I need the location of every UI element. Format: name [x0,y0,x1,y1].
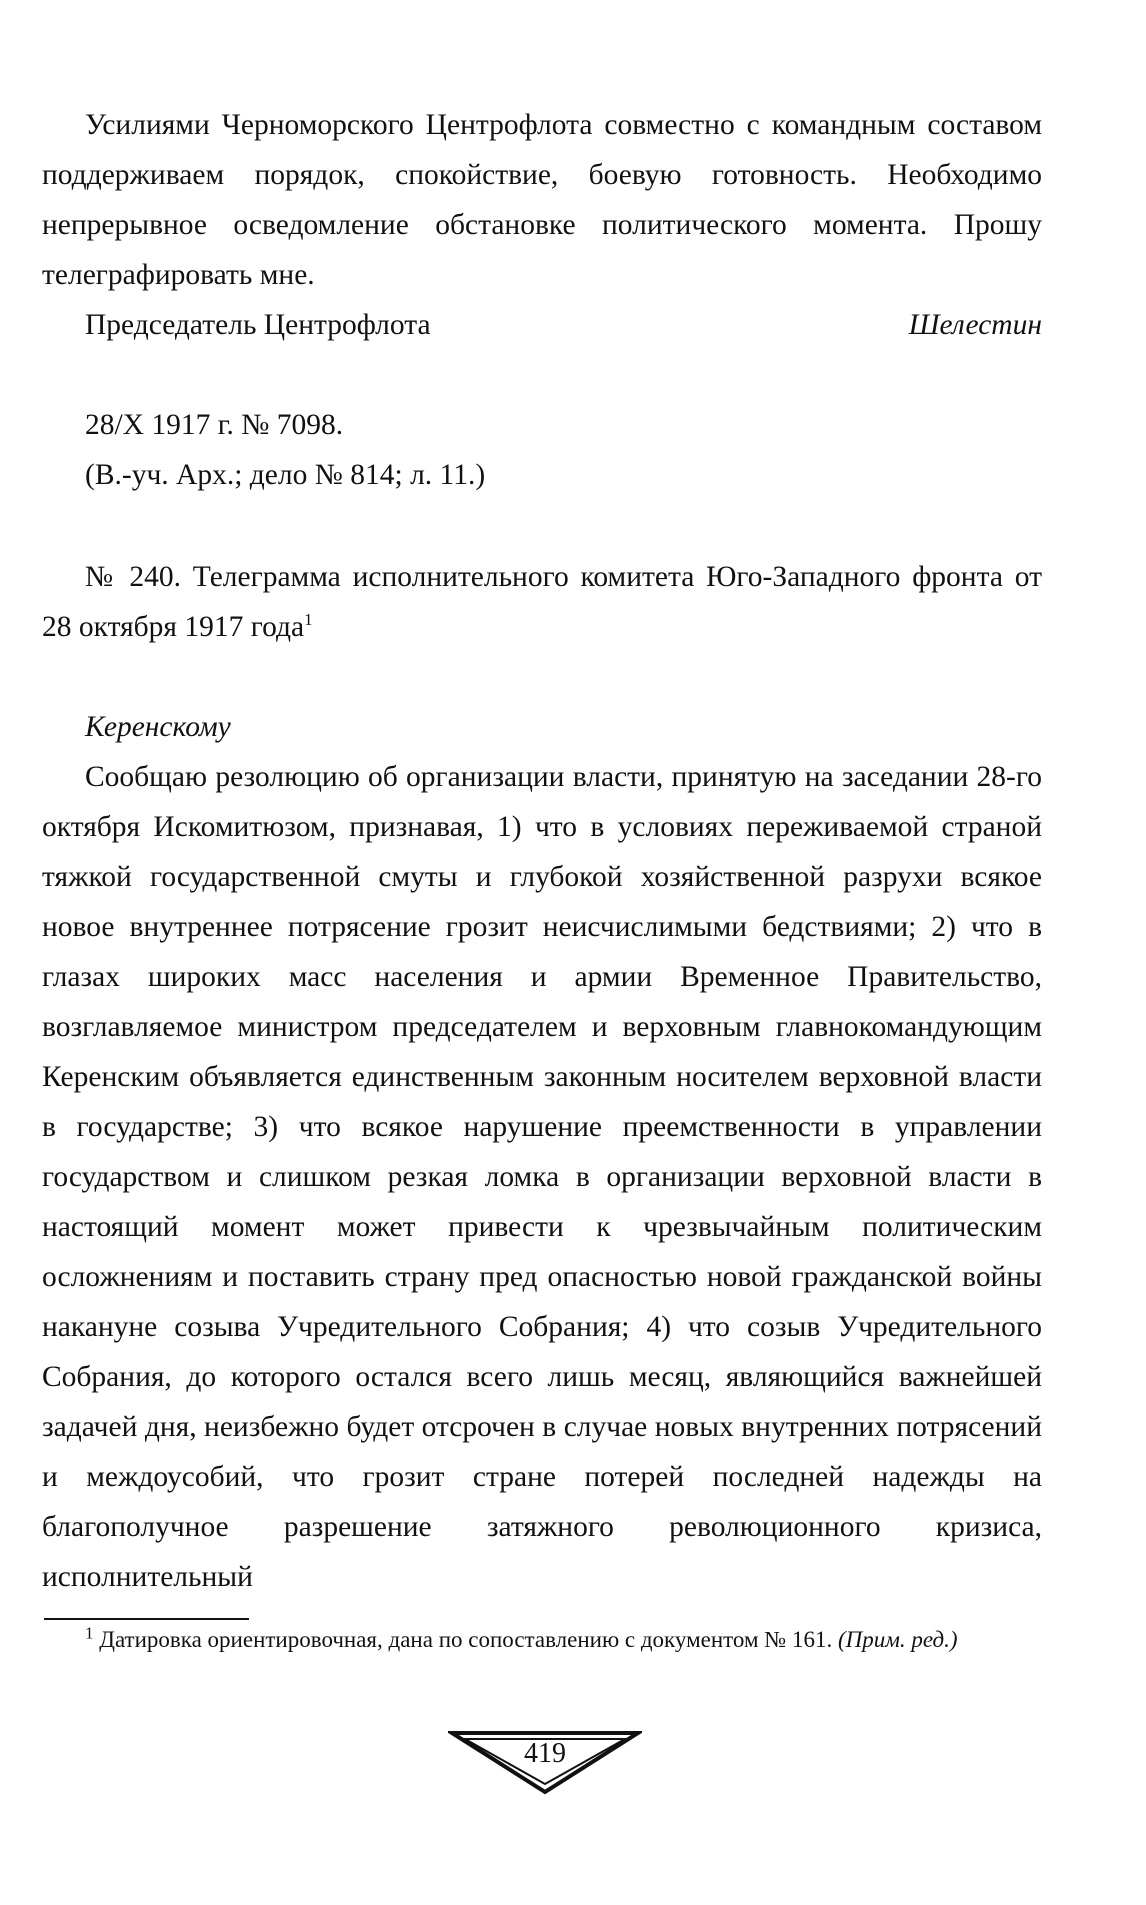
footnote [42,1622,1042,1658]
page-number: 419 [524,1738,566,1769]
archive-reference: (В.-уч. Арх.; дело № 814; л. 11.) [85,459,486,491]
footnote-marker: 1 [85,1623,94,1643]
footnote-text: Датировка ориентировочная, дана по сопоставлению с документом № 161. [99,1627,833,1652]
opening-paragraph: Усилиями Черноморского Центрофлота совместно с командным составом поддерживаем порядок, спокойствие, боевую готовность. Необходимо непрерывное осведомление обстановке политического момента. Прошу телеграфировать мне. [42,109,1042,291]
document-heading [42,552,1042,652]
signature-title: Председатель Центрофлота [85,309,431,341]
date-number: 28/Х 1917 г. № 7098. [85,409,344,441]
page-number-ornament [448,1729,642,1796]
main-paragraph: Сообщаю резолюцию об организации власти, принятую на заседании 28-го октября Искомитюзом, признавая, 1) что в условиях переживаемой страной тяжкой государственной смуты и глубокой хозяйственной разрухи всякое новое внутреннее потрясение грозит неисчислимыми бедствиями; 2) что в глазах широких масс населения и армии Временное Правительство, возглавляемое министром председателем и верховным главнокомандующим Керенским объявляется единственным законным носителем верховной власти в государстве; 3) что всякое нарушение преемственности в управлении государством и слишком резкая ломка в организации верховной власти в настоящий момент может привести к чрезвычайным политическим осложнениям и поставить страну пред опасностью новой гражданской войны накануне созыва Учредительного Собрания; 4) что созыв Учредительного Собрания, до которого остался всего лишь месяц, являющийся важнейшей задачей дня, неизбежно будет отсрочен в случае новых внутренних потрясений и междоусобий, что грозит стране потерей последней надежды на благополучное разрешение затяжного революционного кризиса, исполнительный [42,761,1042,1593]
document-page [42,100,1042,1658]
spacer [42,350,1042,400]
heading-footnote-marker: 1 [304,610,313,630]
heading-text: № 240. Телеграмма исполнительного комитета Юго-Западного фронта от 28 октября 1917 года [42,561,1042,643]
addressee: Керенскому [85,711,231,743]
spacer [42,652,1042,702]
footnote-editor-note: (Прим. ред.) [837,1627,958,1652]
spacer [42,500,1042,552]
signature-row [42,300,1042,350]
signature-name: Шелестин [908,309,1042,341]
footnote-divider [44,1618,249,1620]
